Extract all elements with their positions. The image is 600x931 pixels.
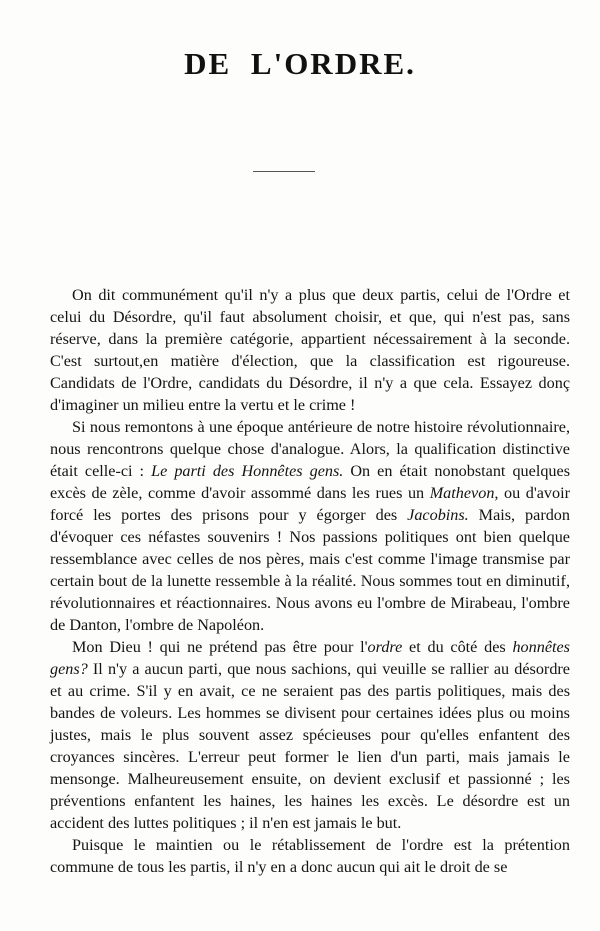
italic-text: Jacobins. [407,506,469,524]
text-run: Mon Dieu ! qui ne prétend pas être pour l' [72,638,368,656]
paragraph [50,834,570,878]
text-run: ou d'avoir forcé les portes des prisons pour y égorger des [50,484,571,524]
italic-text: Mathevon, [429,484,499,502]
text-run: Il n'y a aucun parti, que nous sachions, qui veuille se rallier au désordre et au crime. S'il y en avait, ce ne seraient pas des partis politiques, mais des bandes de voleurs. Les hommes se divisent pour certaines idées plus ou moins justes, mais le plus souvent assez spécieuses pour qu'elles enfantent des croyances sincères. L'erreur peut former le lien d'un parti, mais jamais le mensonge. Malheureusement ensuite, on devient exclusif et passionné ; les préventions enfantent les haines, les haines les excès. Le désordre est un accident des luttes politiques ; il n'en est jamais le but. [50,660,570,832]
paragraph [50,284,570,416]
paragraph [50,636,570,834]
body-text [50,284,570,878]
text-run: et du côté des [402,638,513,656]
text-run: Si nous remontons à une époque antérieure de notre histoire révolutionnaire, nous rencontrons quelque chose d'analogue. Alors, la qualification distinctive était celle-ci : [50,418,570,480]
text-run: Mais, pardon d'évoquer ces néfastes souvenirs ! Nos passions politiques ont bien quelque ressemblance avec celles de nos pères, mais c'est comme l'image transmise par certain bout de la lunette ressemble à la réalité. Nous sommes tout en diminutif, révolutionnaires et réactionnaires. Nous avons eu l'ombre de Mirabeau, l'ombre de Danton, l'ombre de Napoléon. [50,506,570,634]
italic-text: ordre [367,638,403,656]
title-divider [253,171,315,172]
italic-text: Le parti des Honnêtes gens. [151,462,344,480]
text-run: On en était nonobstant quelques excès de zèle, comme d'avoir assommé dans les rues un [50,462,570,502]
italic-text: honnêtes gens? [50,638,570,678]
text-run: Puisque le maintien ou le rétablissement de l'ordre est la prétention commune de tous les partis, il n'y en a donc aucun qui ait le droit de se [50,836,570,876]
paragraph [50,416,570,636]
chapter-title: DE L'ORDRE. [184,46,416,81]
text-run: On dit communément qu'il n'y a plus que deux partis, celui de l'Ordre et celui du Désordre, qu'il faut absolument choisir, et que, qui n'est pas, sans réserve, dans la première catégorie, appartient nécessairement à la seconde. C'est surtout,en matière d'élection, que la classification est rigoureuse. Candidats de l'Ordre, candidats du Désordre, il n'y a que cela. Essayez donç d'imaginer un milieu entre la vertu et le crime ! [50,286,570,414]
